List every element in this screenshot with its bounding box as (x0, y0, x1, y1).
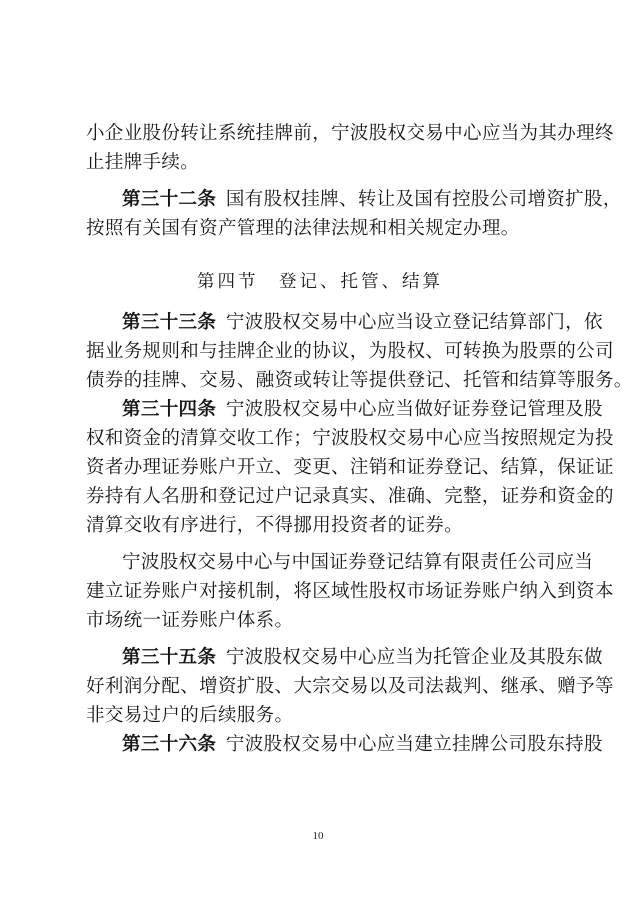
article-32 (86, 185, 622, 243)
text-line: 权和资金的清算交收工作；宁波股权交易中心应当按照规定为投 (86, 428, 614, 449)
article-number: 第三十三条 (122, 312, 217, 333)
text-line (86, 395, 603, 424)
text-line: 小企业股份转让系统挂牌前，宁波股权交易中心应当为其办理终 (86, 123, 614, 144)
article-text: 宁波股权交易中心应当设立登记结算部门，依 (225, 312, 603, 333)
article-text: 宁波股权交易中心应当建立挂牌公司股东持股 (225, 734, 603, 755)
article-text: 国有股权挂牌、转让及国有控股公司增资扩股， (225, 189, 622, 210)
text-line: 资者办理证券账户开立、变更、注销和证券登记、结算，保证证 (86, 457, 614, 478)
article-36 (86, 730, 603, 759)
text-line: 好利润分配、增资扩股、大宗交易以及司法裁判、继承、赠予等 (86, 676, 614, 697)
text-line: 非交易过户的后续服务。 (86, 705, 294, 726)
article-35 (86, 643, 614, 730)
article-34 (86, 395, 614, 540)
text-line: 券持有人名册和登记过户记录真实、准确、完整，证券和资金的 (86, 486, 614, 507)
text-line (86, 308, 603, 337)
text-line: 止挂牌手续。 (86, 152, 200, 173)
text-line: 按照有关国有资产管理的法律法规和相关规定办理。 (86, 218, 520, 239)
section-title: 登记、托管、结算 (279, 272, 443, 292)
article-text: 宁波股权交易中心应当为托管企业及其股东做 (225, 647, 603, 668)
text-line: 宁波股权交易中心与中国证券登记结算有限责任公司应当 (122, 552, 594, 573)
text-line (86, 730, 603, 759)
text-line: 据业务规则和与挂牌企业的协议，为股权、可转换为股票的公司 (86, 341, 614, 362)
paragraph-gap (86, 177, 554, 185)
text-line: 债券的挂牌、交易、融资或转让等提供登记、托管和结算等服务。 (86, 370, 633, 391)
text-line: 市场统一证券账户体系。 (86, 610, 294, 631)
article-number: 第三十五条 (122, 647, 217, 668)
text-line: 建立证券账户对接机制，将区域性股权市场证券账户纳入到资本 (86, 581, 614, 602)
article-number: 第三十四条 (122, 399, 217, 420)
paragraph-gap (86, 635, 554, 643)
paragraph-continuation (86, 119, 614, 177)
section-heading (86, 268, 554, 297)
paragraph-gap (86, 540, 554, 548)
text-line: 清算交收有序进行，不得挪用投资者的证券。 (86, 515, 464, 536)
paragraph-account-linking (86, 548, 614, 635)
article-text: 宁波股权交易中心应当做好证券登记管理及股 (225, 399, 603, 420)
page-number: 10 (312, 830, 324, 842)
document-body (86, 119, 633, 759)
article-33 (86, 308, 633, 395)
text-line (86, 643, 603, 672)
article-number: 第三十二条 (122, 189, 217, 210)
section-label: 第四节 (197, 272, 259, 292)
text-line (86, 185, 622, 214)
article-number: 第三十六条 (122, 734, 217, 755)
